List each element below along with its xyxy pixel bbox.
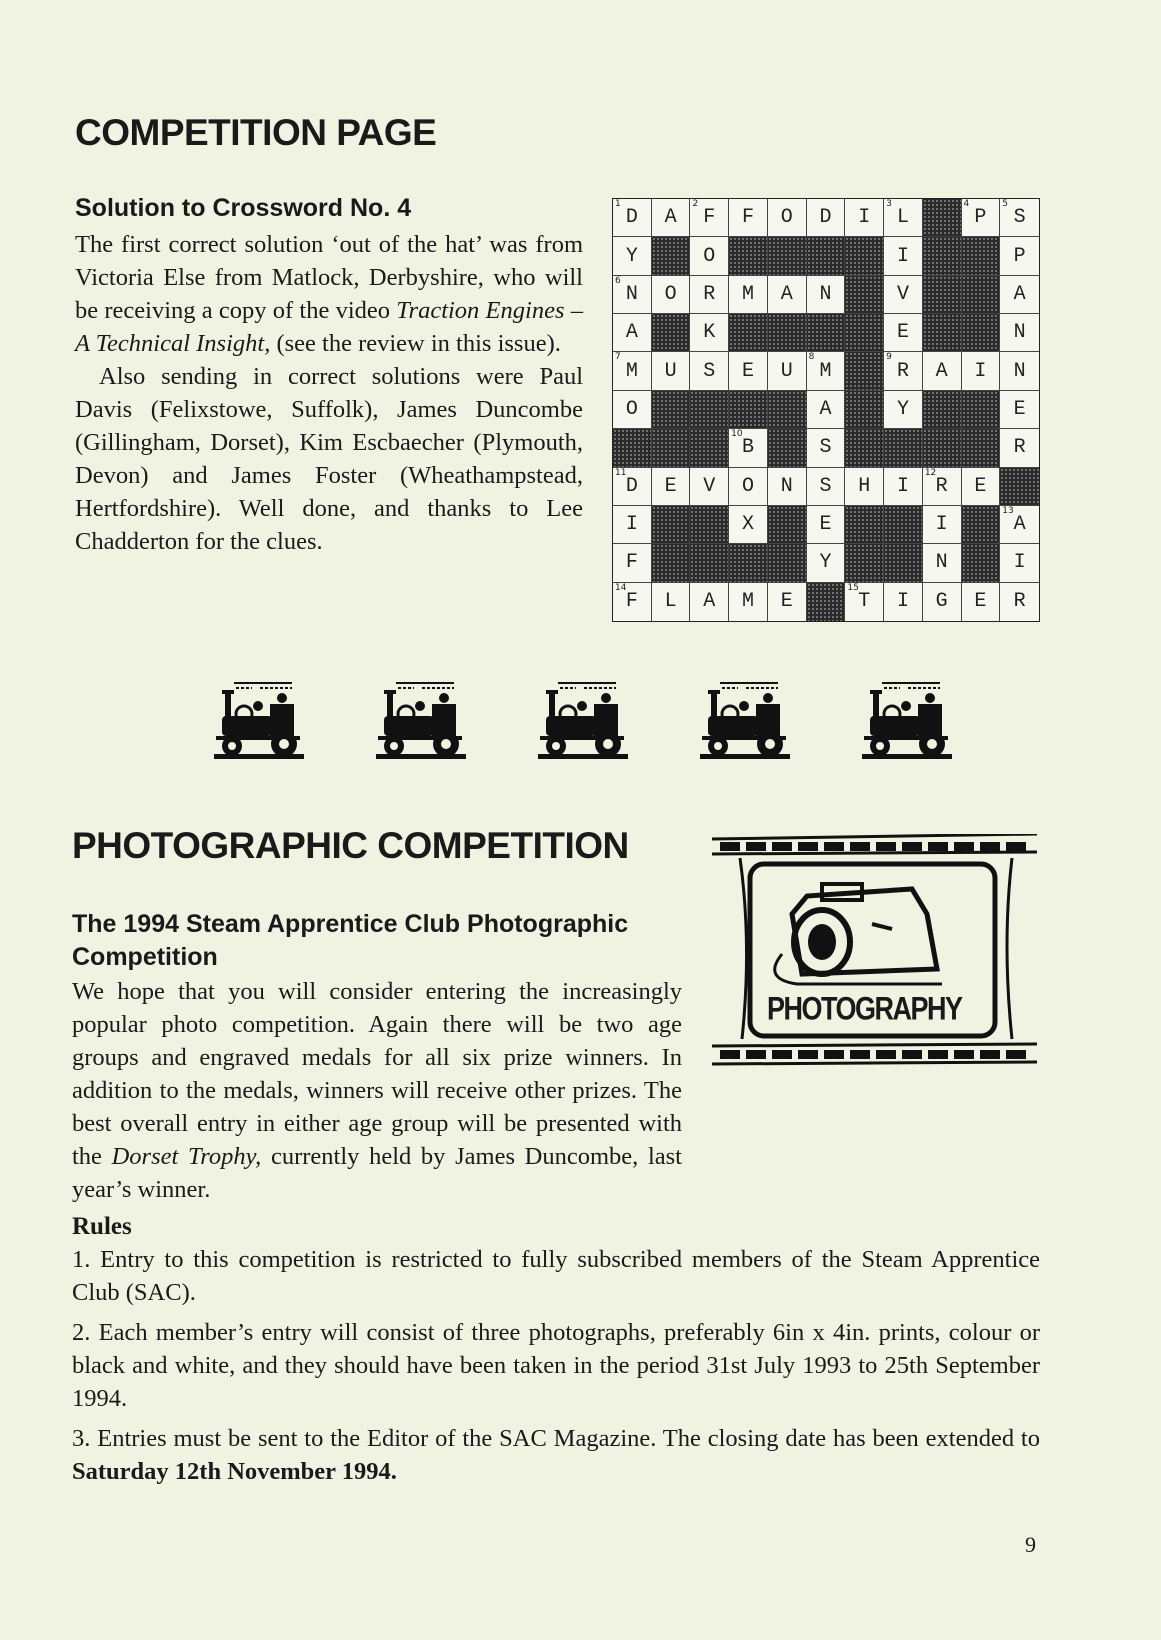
crossword-cell xyxy=(923,583,962,621)
crossword-cell xyxy=(613,352,652,390)
clue-number: 8 xyxy=(808,352,815,363)
crossword-block xyxy=(962,429,1001,467)
crossword-block xyxy=(845,544,884,582)
crossword-letter: E xyxy=(664,474,677,498)
clue-number: 2 xyxy=(692,199,699,209)
clue-number: 6 xyxy=(615,275,621,286)
crossword-block xyxy=(962,237,1001,275)
crossword-block xyxy=(923,314,962,352)
crossword-block xyxy=(768,429,807,467)
crossword-block xyxy=(884,544,923,582)
crossword-cell xyxy=(613,237,652,275)
crossword-letter: F xyxy=(742,206,755,230)
crossword-letter: A xyxy=(819,397,832,421)
crossword-letter: R xyxy=(896,359,909,383)
crossword-block xyxy=(923,391,962,429)
crossword-block xyxy=(768,506,807,544)
crossword-cell xyxy=(613,506,652,544)
crossword-block xyxy=(845,391,884,429)
correct-solutions-paragraph: Also sending in correct solutions were Paul Davis (Felixstowe, Suffolk), James Duncombe (Gillingham, Dorset), Kim Escbaecher (Plymouth, Devon) and James Foster (Wheathampstead, Hertfordshire). Well done, and thanks to Lee Chadderton for the clues. xyxy=(75,363,583,555)
crossword-letter: S xyxy=(819,474,832,498)
crossword-block xyxy=(768,391,807,429)
traction-engine-icon xyxy=(536,680,631,760)
crossword-letter: T xyxy=(858,590,871,614)
crossword-cell xyxy=(807,352,846,390)
crossword-text xyxy=(75,228,583,558)
crossword-cell xyxy=(729,583,768,621)
crossword-letter: O xyxy=(780,206,793,230)
photo-intro-paragraph xyxy=(72,975,682,1206)
crossword-letter: N xyxy=(935,551,948,575)
crossword-block xyxy=(729,391,768,429)
crossword-cell xyxy=(690,583,729,621)
crossword-block xyxy=(613,429,652,467)
crossword-letter: R xyxy=(1013,436,1026,460)
crossword-block xyxy=(652,429,691,467)
crossword-cell xyxy=(690,468,729,506)
crossword-letter: F xyxy=(703,206,716,230)
crossword-letter: O xyxy=(625,397,638,421)
crossword-letter: I xyxy=(1013,551,1026,575)
crossword-cell xyxy=(845,583,884,621)
crossword-letter: Y xyxy=(896,397,909,421)
crossword-cell xyxy=(923,506,962,544)
crossword-letter: Y xyxy=(625,244,638,268)
crossword-block xyxy=(962,314,1001,352)
crossword-cell xyxy=(613,583,652,621)
crossword-letter: I xyxy=(896,590,909,614)
crossword-cell xyxy=(768,276,807,314)
crossword-cell xyxy=(690,276,729,314)
crossword-letter: O xyxy=(742,474,755,498)
traction-engine-icon xyxy=(212,680,307,760)
rules-heading: Rules xyxy=(72,1213,132,1240)
crossword-cell xyxy=(807,506,846,544)
crossword-letter: I xyxy=(974,359,987,383)
crossword-letter: E xyxy=(780,590,793,614)
video-title: Traction Engines – A Technical Insight, xyxy=(75,297,583,357)
crossword-letter: H xyxy=(858,474,871,498)
crossword-letter: A xyxy=(625,321,638,345)
crossword-block xyxy=(962,391,1001,429)
crossword-cell xyxy=(884,314,923,352)
page-title: COMPETITION PAGE xyxy=(75,112,437,153)
crossword-cell xyxy=(652,468,691,506)
rule-1: 1. Entry to this competition is restricted to fully subscribed members of the Steam Apprentice Club (SAC). xyxy=(72,1246,1040,1306)
crossword-letter: X xyxy=(742,513,755,537)
crossword-cell xyxy=(884,199,923,237)
crossword-letter: E xyxy=(896,321,909,345)
clue-number: 4 xyxy=(963,199,970,209)
crossword-letter: E xyxy=(1013,397,1026,421)
clue-number: 11 xyxy=(615,467,627,478)
crossword-block xyxy=(962,506,1001,544)
crossword-letter: D xyxy=(625,206,638,230)
crossword-block xyxy=(690,391,729,429)
crossword-letter: A xyxy=(664,206,677,230)
crossword-cell xyxy=(807,199,846,237)
crossword-letter: A xyxy=(935,359,948,383)
crossword-letter: D xyxy=(625,474,638,498)
clue-number: 15 xyxy=(847,582,859,593)
crossword-letter: K xyxy=(703,321,716,345)
crossword-cell xyxy=(923,468,962,506)
crossword-letter: F xyxy=(625,590,638,614)
clue-number: 5 xyxy=(1002,199,1008,209)
rules-section xyxy=(72,1210,1040,1488)
crossword-cell xyxy=(884,276,923,314)
crossword-block xyxy=(884,506,923,544)
crossword-letter: E xyxy=(742,359,755,383)
crossword-grid xyxy=(612,198,1040,622)
crossword-cell xyxy=(768,583,807,621)
crossword-cell xyxy=(729,468,768,506)
crossword-block xyxy=(652,314,691,352)
crossword-block xyxy=(729,237,768,275)
crossword-letter: Y xyxy=(819,551,832,575)
crossword-letter: R xyxy=(1013,590,1026,614)
crossword-letter: V xyxy=(703,474,716,498)
crossword-block xyxy=(962,544,1001,582)
rule-2: 2. Each member’s entry will consist of three photographs, preferably 6in x 4in. prints, colour or black and white, and they should have been taken in the period 31st July 1993 to 25th September 1994. xyxy=(72,1319,1040,1412)
crossword-cell xyxy=(884,391,923,429)
rule-3 xyxy=(72,1422,1040,1488)
traction-engine-icon xyxy=(698,680,793,760)
crossword-letter: A xyxy=(1013,513,1026,537)
crossword-letter: D xyxy=(819,206,832,230)
crossword-letter: P xyxy=(1013,244,1026,268)
crossword-letter: L xyxy=(896,206,909,230)
crossword-letter: I xyxy=(896,474,909,498)
crossword-cell xyxy=(690,237,729,275)
crossword-cell xyxy=(768,468,807,506)
crossword-cell xyxy=(884,583,923,621)
crossword-cell xyxy=(690,352,729,390)
crossword-cell xyxy=(613,468,652,506)
crossword-cell xyxy=(729,276,768,314)
clue-number: 1 xyxy=(615,199,621,209)
engine-divider xyxy=(212,680,912,760)
clue-number: 14 xyxy=(615,582,627,593)
crossword-block xyxy=(845,352,884,390)
crossword-block xyxy=(807,314,846,352)
crossword-letter: M xyxy=(625,359,638,383)
crossword-cell xyxy=(652,583,691,621)
traction-engine-icon xyxy=(374,680,469,760)
trophy-name: Dorset Trophy, xyxy=(111,1143,262,1170)
photo-title: PHOTOGRAPHIC COMPETITION xyxy=(72,825,629,866)
crossword-block xyxy=(923,199,962,237)
crossword-letter: I xyxy=(625,513,638,537)
crossword-letter: M xyxy=(819,359,832,383)
crossword-cell xyxy=(613,544,652,582)
crossword-letter: U xyxy=(664,359,677,383)
crossword-block xyxy=(729,544,768,582)
clue-number: 9 xyxy=(886,352,892,363)
crossword-block xyxy=(807,583,846,621)
crossword-block xyxy=(845,429,884,467)
crossword-block xyxy=(690,544,729,582)
crossword-cell xyxy=(884,352,923,390)
crossword-cell xyxy=(1000,314,1039,352)
crossword-cell xyxy=(1000,544,1039,582)
crossword-cell xyxy=(613,314,652,352)
crossword-letter: I xyxy=(858,206,871,230)
crossword-cell xyxy=(690,314,729,352)
crossword-cell xyxy=(1000,352,1039,390)
crossword-block xyxy=(729,314,768,352)
crossword-letter: M xyxy=(742,590,755,614)
crossword-cell xyxy=(962,352,1001,390)
crossword-cell xyxy=(729,429,768,467)
crossword-cell xyxy=(807,391,846,429)
clue-number: 10 xyxy=(731,429,743,440)
crossword-letter: S xyxy=(819,436,832,460)
crossword-letter: U xyxy=(780,359,793,383)
clue-number: 12 xyxy=(924,467,937,478)
crossword-block xyxy=(923,276,962,314)
crossword-cell xyxy=(768,352,807,390)
crossword-cell xyxy=(1000,429,1039,467)
crossword-block xyxy=(768,544,807,582)
crossword-cell xyxy=(768,199,807,237)
crossword-letter: P xyxy=(974,206,987,230)
crossword-letter: N xyxy=(1013,359,1026,383)
crossword-cell xyxy=(807,544,846,582)
clue-number: 3 xyxy=(886,199,892,209)
camera-icon xyxy=(775,884,942,984)
crossword-cell xyxy=(884,468,923,506)
clue-number: 7 xyxy=(615,352,621,363)
crossword-cell xyxy=(652,199,691,237)
photo-subheading: The 1994 Steam Apprentice Club Photographic Competition xyxy=(72,910,629,971)
traction-engine-icon xyxy=(860,680,955,760)
crossword-block xyxy=(923,429,962,467)
crossword-cell xyxy=(1000,237,1039,275)
crossword-letter: A xyxy=(1013,282,1026,306)
photography-label: PHOTOGRAPHY xyxy=(767,990,962,1027)
crossword-cell xyxy=(807,429,846,467)
crossword-letter: E xyxy=(819,513,832,537)
crossword-letter: L xyxy=(664,590,677,614)
crossword-block xyxy=(652,391,691,429)
crossword-letter: V xyxy=(896,282,909,306)
crossword-cell xyxy=(1000,391,1039,429)
crossword-letter: G xyxy=(935,590,948,614)
page-number: 9 xyxy=(1025,1532,1036,1557)
crossword-block xyxy=(845,314,884,352)
crossword-cell xyxy=(923,544,962,582)
crossword-letter: F xyxy=(625,551,638,575)
crossword-letter: O xyxy=(703,244,716,268)
crossword-cell xyxy=(729,352,768,390)
crossword-cell xyxy=(807,468,846,506)
closing-date: Saturday 12th November 1994. xyxy=(72,1458,397,1485)
crossword-letter: E xyxy=(974,474,987,498)
crossword-block xyxy=(768,314,807,352)
rule-3-text: 3. Entries must be sent to the Editor of the SAC Magazine. The closing date has been extended to xyxy=(72,1425,1040,1452)
winner-text-end: (see the review in this issue). xyxy=(270,330,561,357)
crossword-block xyxy=(690,429,729,467)
crossword-letter: O xyxy=(664,282,677,306)
crossword-block xyxy=(652,544,691,582)
crossword-letter: N xyxy=(780,474,793,498)
crossword-letter: B xyxy=(742,436,755,460)
crossword-block xyxy=(807,237,846,275)
crossword-block xyxy=(845,276,884,314)
crossword-block xyxy=(652,506,691,544)
crossword-cell xyxy=(1000,506,1039,544)
winner-paragraph xyxy=(75,228,583,360)
crossword-block xyxy=(1000,468,1039,506)
crossword-cell xyxy=(884,237,923,275)
crossword-letter: A xyxy=(780,282,793,306)
crossword-cell xyxy=(652,352,691,390)
crossword-cell xyxy=(729,199,768,237)
winner-text: The first correct solution ‘out of the hat’ was from Victoria Else from Matlock, Derbyshire, who will be receiving a copy of the video xyxy=(75,231,583,324)
crossword-letter: A xyxy=(703,590,716,614)
crossword-block xyxy=(845,237,884,275)
photo-intro-text: We hope that you will consider entering the increasingly popular photo competition. Again there will be two age groups and engraved medals for all six prize winners. In addition to the medals, winners will receive other prizes. The best overall entry in either age group will be presented with the xyxy=(72,978,682,1170)
clue-number: 13 xyxy=(1002,505,1014,516)
crossword-cell xyxy=(729,506,768,544)
crossword-letter: M xyxy=(742,282,755,306)
crossword-cell xyxy=(1000,276,1039,314)
crossword-letter: I xyxy=(896,244,909,268)
crossword-letter: I xyxy=(935,513,948,537)
crossword-block xyxy=(768,237,807,275)
crossword-letter: R xyxy=(935,474,948,498)
crossword-cell xyxy=(613,276,652,314)
crossword-block xyxy=(923,237,962,275)
crossword-cell xyxy=(1000,199,1039,237)
crossword-letter: S xyxy=(1013,206,1026,230)
crossword-block xyxy=(690,506,729,544)
crossword-cell xyxy=(613,199,652,237)
crossword-cell xyxy=(1000,583,1039,621)
crossword-block xyxy=(652,237,691,275)
crossword-cell xyxy=(962,468,1001,506)
crossword-letter: N xyxy=(1013,321,1026,345)
crossword-cell xyxy=(923,352,962,390)
crossword-letter: N xyxy=(625,282,638,306)
crossword-cell xyxy=(690,199,729,237)
crossword-letter: S xyxy=(703,359,716,383)
photo-intro xyxy=(72,975,1040,1206)
photo-intro-end: currently held by James Duncombe, last year’s winner. xyxy=(72,1143,682,1203)
crossword-cell xyxy=(962,583,1001,621)
crossword-cell xyxy=(845,199,884,237)
crossword-cell xyxy=(845,468,884,506)
crossword-cell xyxy=(613,391,652,429)
crossword-cell xyxy=(807,276,846,314)
crossword-heading: Solution to Crossword No. 4 xyxy=(75,194,412,222)
crossword-block xyxy=(962,276,1001,314)
crossword-block xyxy=(845,506,884,544)
crossword-letter: N xyxy=(819,282,832,306)
crossword-cell xyxy=(962,199,1001,237)
crossword-letter: R xyxy=(703,282,716,306)
crossword-cell xyxy=(652,276,691,314)
crossword-block xyxy=(884,429,923,467)
crossword-letter: E xyxy=(974,590,987,614)
